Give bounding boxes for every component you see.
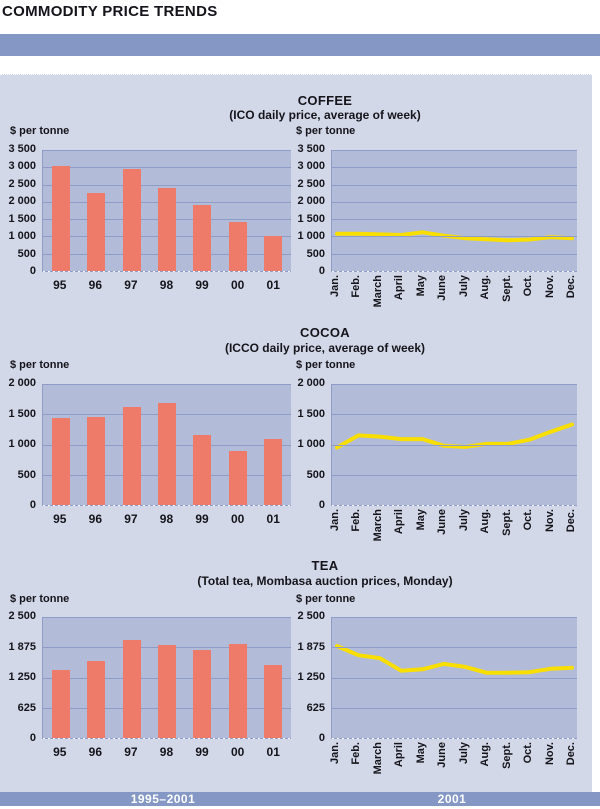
- x-tick-label: April: [393, 742, 406, 768]
- cocoa-subtitle: (ICCO daily price, average of week): [224, 341, 426, 355]
- gridline: [43, 167, 291, 168]
- coffee-subtitle: (ICO daily price, average of week): [229, 108, 421, 122]
- gridline: [332, 254, 577, 255]
- y-tick-label: 2 500: [8, 610, 36, 622]
- x-tick-label: 98: [159, 745, 174, 759]
- x-tick-label: Feb.: [350, 275, 363, 298]
- x-tick-label: 00: [230, 512, 245, 526]
- x-tick-label: May: [414, 509, 427, 531]
- x-tick-label: Jan.: [329, 509, 341, 532]
- x-tick-label: 01: [266, 745, 280, 759]
- bar: [87, 661, 105, 738]
- x-tick-label: 96: [88, 278, 103, 292]
- x-tick-label: June: [436, 509, 449, 535]
- gridline: [332, 475, 577, 476]
- x-tick-label: 00: [230, 278, 245, 292]
- x-tick-label: March: [371, 509, 384, 542]
- y-tick-label: 1 875: [297, 640, 325, 653]
- x-tick-label: 00: [230, 745, 245, 759]
- y-tick-label: 3 500: [8, 143, 36, 155]
- gridline: [332, 384, 577, 385]
- y-tick-label: 2 500: [8, 177, 36, 190]
- gridline: [332, 219, 577, 220]
- bar: [52, 418, 70, 505]
- y-tick-label: 500: [17, 247, 36, 260]
- y-tick-label: 1 500: [8, 212, 36, 225]
- gridline: [332, 236, 577, 237]
- bar: [158, 645, 176, 738]
- x-tick-label: July: [457, 509, 470, 532]
- y-tick-label: 0: [29, 499, 36, 511]
- x-tick-label: Dec.: [565, 275, 577, 299]
- y-tick-label: 1 500: [297, 407, 325, 420]
- x-tick-label: 95: [53, 512, 67, 526]
- tea-line-unit-label: $ per tonne: [296, 593, 356, 605]
- y-tick-label: 0: [29, 732, 36, 744]
- coffee-bar-unit-label: $ per tonne: [10, 125, 70, 137]
- page-title: COMMODITY PRICE TRENDS: [2, 3, 218, 20]
- cocoa-bar-unit-label: $ per tonne: [10, 359, 70, 371]
- cocoa-line-chart: [331, 384, 577, 506]
- y-tick-label: 0: [29, 265, 36, 277]
- bar: [52, 166, 70, 271]
- y-tick-label: 3 000: [8, 160, 36, 173]
- x-tick-label: 99: [195, 512, 209, 526]
- bar: [229, 451, 247, 505]
- y-tick-label: 625: [17, 701, 36, 714]
- x-tick-label: 99: [195, 745, 209, 759]
- gridline: [43, 617, 291, 618]
- coffee-bar-xaxis: [42, 278, 291, 294]
- bar: [193, 205, 211, 271]
- x-tick-label: June: [436, 275, 449, 301]
- x-tick-label: Dec.: [565, 509, 577, 533]
- tea-line-chart: [331, 617, 577, 739]
- x-tick-label: 97: [124, 745, 138, 759]
- x-tick-label: Aug.: [479, 509, 492, 534]
- y-tick-label: 1 000: [297, 438, 325, 450]
- gridline: [332, 445, 577, 446]
- gridline: [332, 647, 577, 648]
- cocoa-title: COCOA: [300, 325, 350, 340]
- bar: [123, 169, 141, 271]
- gridline: [332, 185, 577, 186]
- cocoa-bar-xaxis: [42, 512, 291, 528]
- x-tick-label: March: [371, 275, 384, 308]
- x-tick-label: 01: [266, 278, 280, 292]
- x-tick-label: Feb.: [350, 509, 363, 532]
- tea-line-xaxis: [331, 742, 577, 784]
- bar: [52, 670, 70, 738]
- x-tick-label: 95: [53, 745, 67, 759]
- gridline: [332, 678, 577, 679]
- y-tick-label: 1 875: [8, 640, 36, 653]
- y-tick-label: 1 500: [297, 212, 325, 225]
- x-tick-label: Sept.: [500, 509, 513, 536]
- gridline: [332, 167, 577, 168]
- x-tick-label: Nov.: [543, 509, 556, 533]
- bar: [87, 193, 105, 271]
- x-tick-label: Aug.: [479, 742, 492, 767]
- y-tick-label: 1 000: [297, 230, 325, 243]
- tea-bar-yaxis: [0, 610, 38, 744]
- y-tick-label: 0: [318, 732, 325, 744]
- coffee-line-chart: [331, 150, 577, 272]
- y-tick-label: 500: [306, 468, 325, 481]
- x-tick-label: 96: [88, 745, 103, 759]
- x-tick-label: Dec.: [565, 742, 577, 766]
- bar: [264, 439, 282, 505]
- footer-period-annual: 1995–2001: [130, 792, 196, 806]
- cocoa-bar-chart: [42, 384, 291, 506]
- y-tick-label: 2 500: [297, 610, 325, 622]
- y-tick-label: 500: [17, 468, 36, 481]
- y-tick-label: 2 000: [297, 377, 325, 389]
- coffee-bar-yaxis: [0, 143, 38, 277]
- x-tick-label: Sept.: [500, 275, 513, 302]
- y-tick-label: 2 500: [297, 177, 325, 190]
- tea-bar-chart: [42, 617, 291, 739]
- bar: [123, 407, 141, 505]
- gridline: [43, 150, 291, 151]
- tea-title: TEA: [311, 558, 339, 573]
- bar: [193, 435, 211, 505]
- top-banner-bar: [0, 34, 600, 56]
- y-tick-label: 0: [318, 265, 325, 277]
- coffee-title: COFFEE: [297, 93, 353, 108]
- y-tick-label: 1 000: [8, 438, 36, 450]
- x-tick-label: July: [457, 275, 470, 298]
- bar: [229, 644, 247, 738]
- y-tick-label: 2 000: [297, 195, 325, 208]
- footer-period-monthly: 2001: [437, 792, 467, 806]
- x-tick-label: Jan.: [329, 742, 341, 765]
- gridline: [332, 202, 577, 203]
- x-tick-label: 96: [88, 512, 103, 526]
- x-tick-label: July: [457, 742, 470, 765]
- cocoa-line-yaxis: [289, 377, 327, 511]
- y-tick-label: 1 250: [8, 671, 36, 683]
- bar: [193, 650, 211, 738]
- y-tick-label: 500: [306, 247, 325, 260]
- y-tick-label: 625: [306, 701, 325, 714]
- y-tick-label: 1 500: [8, 407, 36, 420]
- y-tick-label: 0: [318, 499, 325, 511]
- bar: [123, 640, 141, 738]
- x-tick-label: Oct.: [522, 509, 535, 531]
- x-tick-label: 01: [266, 512, 280, 526]
- cocoa-line-unit-label: $ per tonne: [296, 359, 356, 371]
- x-tick-label: Nov.: [543, 742, 556, 766]
- coffee-line-unit-label: $ per tonne: [296, 125, 356, 137]
- x-tick-label: 98: [159, 278, 174, 292]
- x-tick-label: Aug.: [479, 275, 492, 300]
- gridline: [332, 617, 577, 618]
- coffee-line-xaxis: [331, 275, 577, 317]
- x-tick-label: June: [436, 742, 449, 768]
- x-tick-label: May: [414, 275, 427, 297]
- gridline: [43, 384, 291, 385]
- x-tick-label: 97: [124, 512, 138, 526]
- x-tick-label: May: [414, 742, 427, 764]
- gridline: [332, 708, 577, 709]
- bar: [229, 222, 247, 271]
- tea-bar-unit-label: $ per tonne: [10, 593, 70, 605]
- x-tick-label: 99: [195, 278, 209, 292]
- x-tick-label: Feb.: [350, 742, 363, 765]
- x-tick-label: April: [393, 275, 406, 301]
- x-tick-label: 97: [124, 278, 138, 292]
- cocoa-line-xaxis: [331, 509, 577, 551]
- cocoa-bar-yaxis: [0, 377, 38, 511]
- y-tick-label: 1 250: [297, 671, 325, 683]
- y-tick-label: 2 000: [8, 195, 36, 208]
- y-tick-label: 1 000: [8, 230, 36, 243]
- x-tick-label: 98: [159, 512, 174, 526]
- y-tick-label: 2 000: [8, 377, 36, 389]
- x-tick-label: Oct.: [522, 742, 535, 764]
- bar: [264, 665, 282, 738]
- gridline: [332, 150, 577, 151]
- bar: [87, 417, 105, 505]
- x-tick-label: March: [371, 742, 384, 775]
- x-tick-label: Sept.: [500, 742, 513, 769]
- y-tick-label: 3 500: [297, 143, 325, 155]
- tea-bar-xaxis: [42, 745, 291, 761]
- coffee-bar-chart: [42, 150, 291, 272]
- x-tick-label: April: [393, 509, 406, 535]
- x-tick-label: Nov.: [543, 275, 556, 299]
- bar: [158, 403, 176, 505]
- gridline: [332, 414, 577, 415]
- bar: [264, 236, 282, 271]
- x-tick-label: Oct.: [522, 275, 535, 297]
- gridline: [43, 185, 291, 186]
- bar: [158, 188, 176, 271]
- x-tick-label: Jan.: [329, 275, 341, 298]
- tea-line-yaxis: [289, 610, 327, 744]
- tea-subtitle: (Total tea, Mombasa auction prices, Monday): [197, 574, 453, 588]
- price-line: [332, 150, 577, 271]
- y-tick-label: 3 000: [297, 160, 325, 173]
- x-tick-label: 95: [53, 278, 67, 292]
- coffee-line-yaxis: [289, 143, 327, 277]
